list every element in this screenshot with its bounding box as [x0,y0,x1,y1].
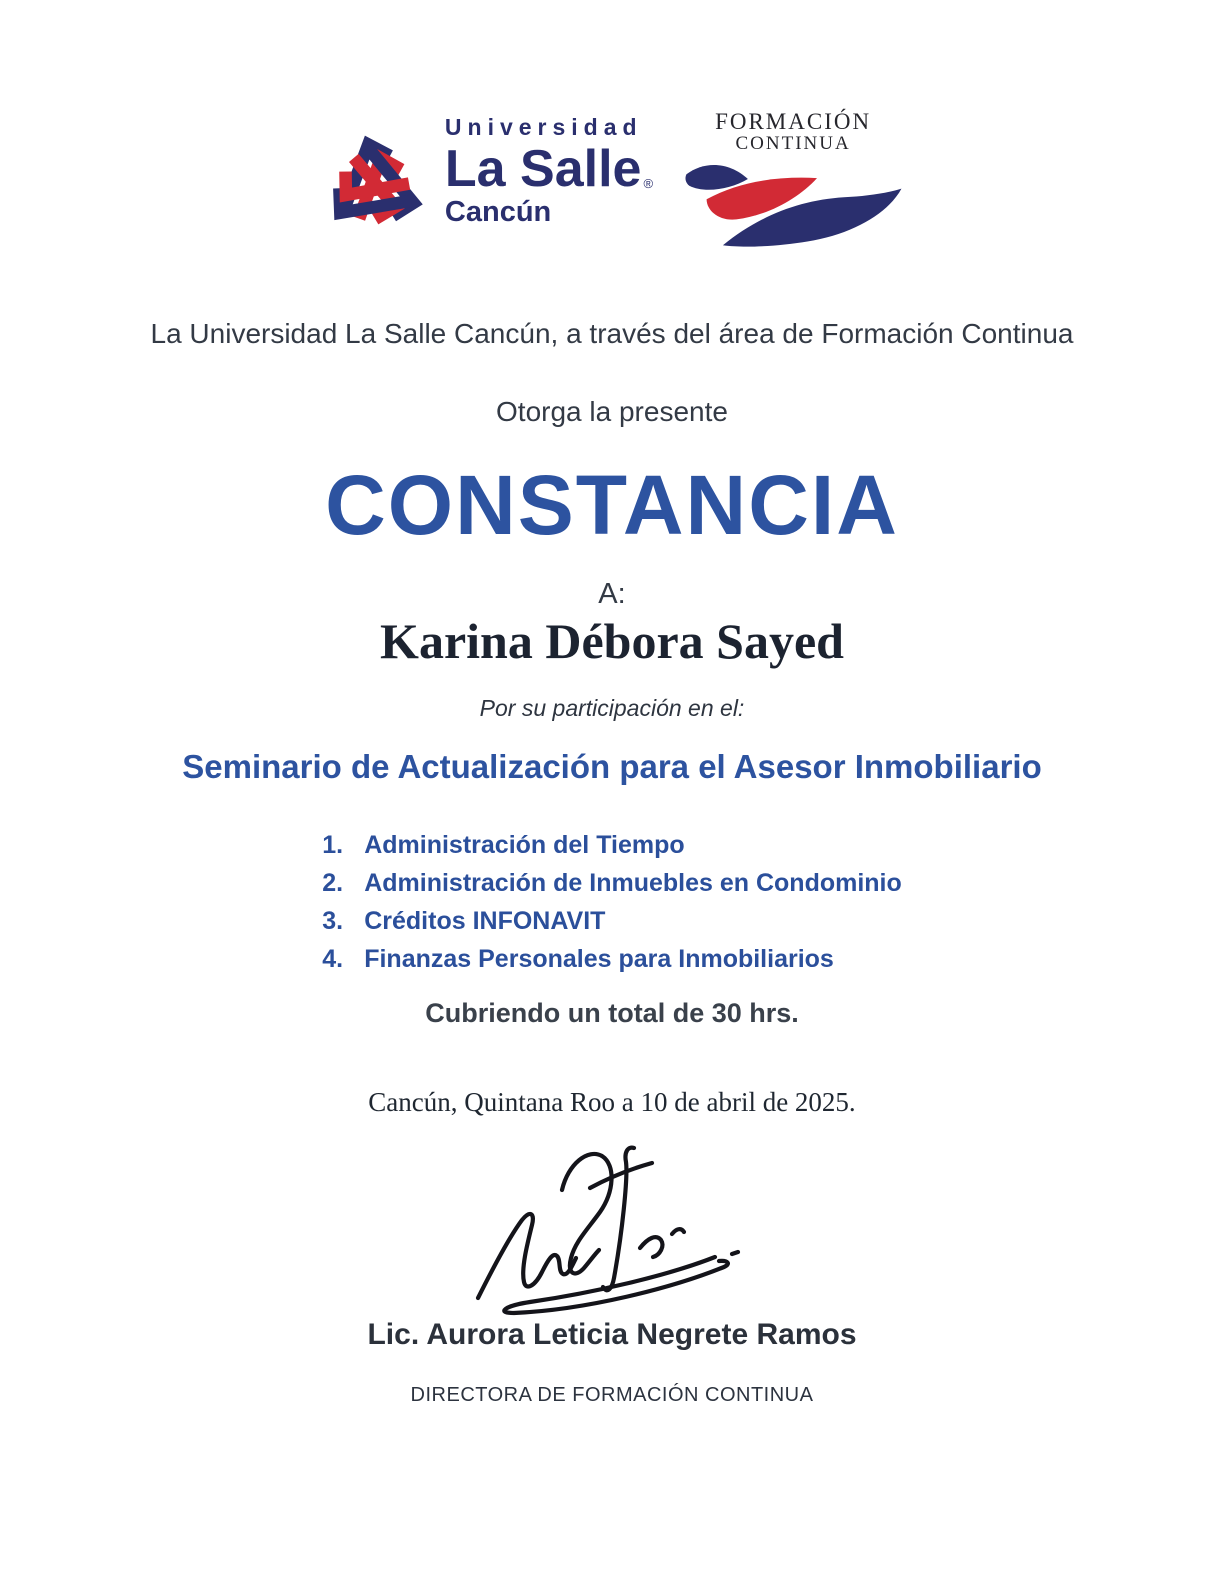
issuer-line: La Universidad La Salle Cancún, a través del área de Formación Continua [150,318,1074,350]
topic-number: 3. [322,907,344,936]
lasalle-wordmark [445,116,653,227]
topics-list [322,826,902,978]
topic-item [322,826,902,864]
total-hours-line: Cubriendo un total de 30 hrs. [425,998,799,1029]
wordmark-lasalle: La Salle ® [444,140,654,198]
topic-label: Administración de Inmuebles en Condominio [364,869,902,898]
topic-number: 2. [322,869,344,898]
topic-item [322,864,902,902]
seminar-title: Seminario de Actualización para el Asesor Inmobiliario [182,748,1042,786]
signer-name: Lic. Aurora Leticia Negrete Ramos [367,1318,857,1352]
header-logos [0,0,1224,252]
wordmark-universidad: Universidad [444,114,643,140]
signature-block [0,1126,1224,1316]
topic-number: 4. [322,945,344,974]
lasalle-logo [317,104,653,242]
topic-label: Finanzas Personales para Inmobiliarios [364,945,834,974]
signer-title: DIRECTORA DE FORMACIÓN CONTINUA [410,1384,814,1407]
signature-image [457,1126,767,1316]
formacion-label: FORMACIÓN [715,109,872,134]
formacion-continua-logo [679,110,907,252]
topic-number: 1. [322,831,344,860]
continua-label: CONTINUA [735,133,851,155]
formacion-swoosh-icon [679,156,907,252]
lasalle-delta-icon [317,120,431,242]
registered-mark-icon: ® [643,176,654,191]
recipient-name: Karina Débora Sayed [380,613,844,670]
topic-label: Administración del Tiempo [364,831,685,860]
topic-item [322,940,902,978]
date-line: Cancún, Quintana Roo a 10 de abril de 2025. [368,1087,856,1118]
grants-line: Otorga la presente [496,396,728,428]
recipient-prefix: A: [598,578,626,611]
certificate-title: CONSTANCIA [325,458,899,553]
wordmark-cancun: Cancún [444,196,552,228]
topic-label: Créditos INFONAVIT [364,907,606,936]
participation-line: Por su participación en el: [479,695,745,722]
topic-item [322,902,902,940]
